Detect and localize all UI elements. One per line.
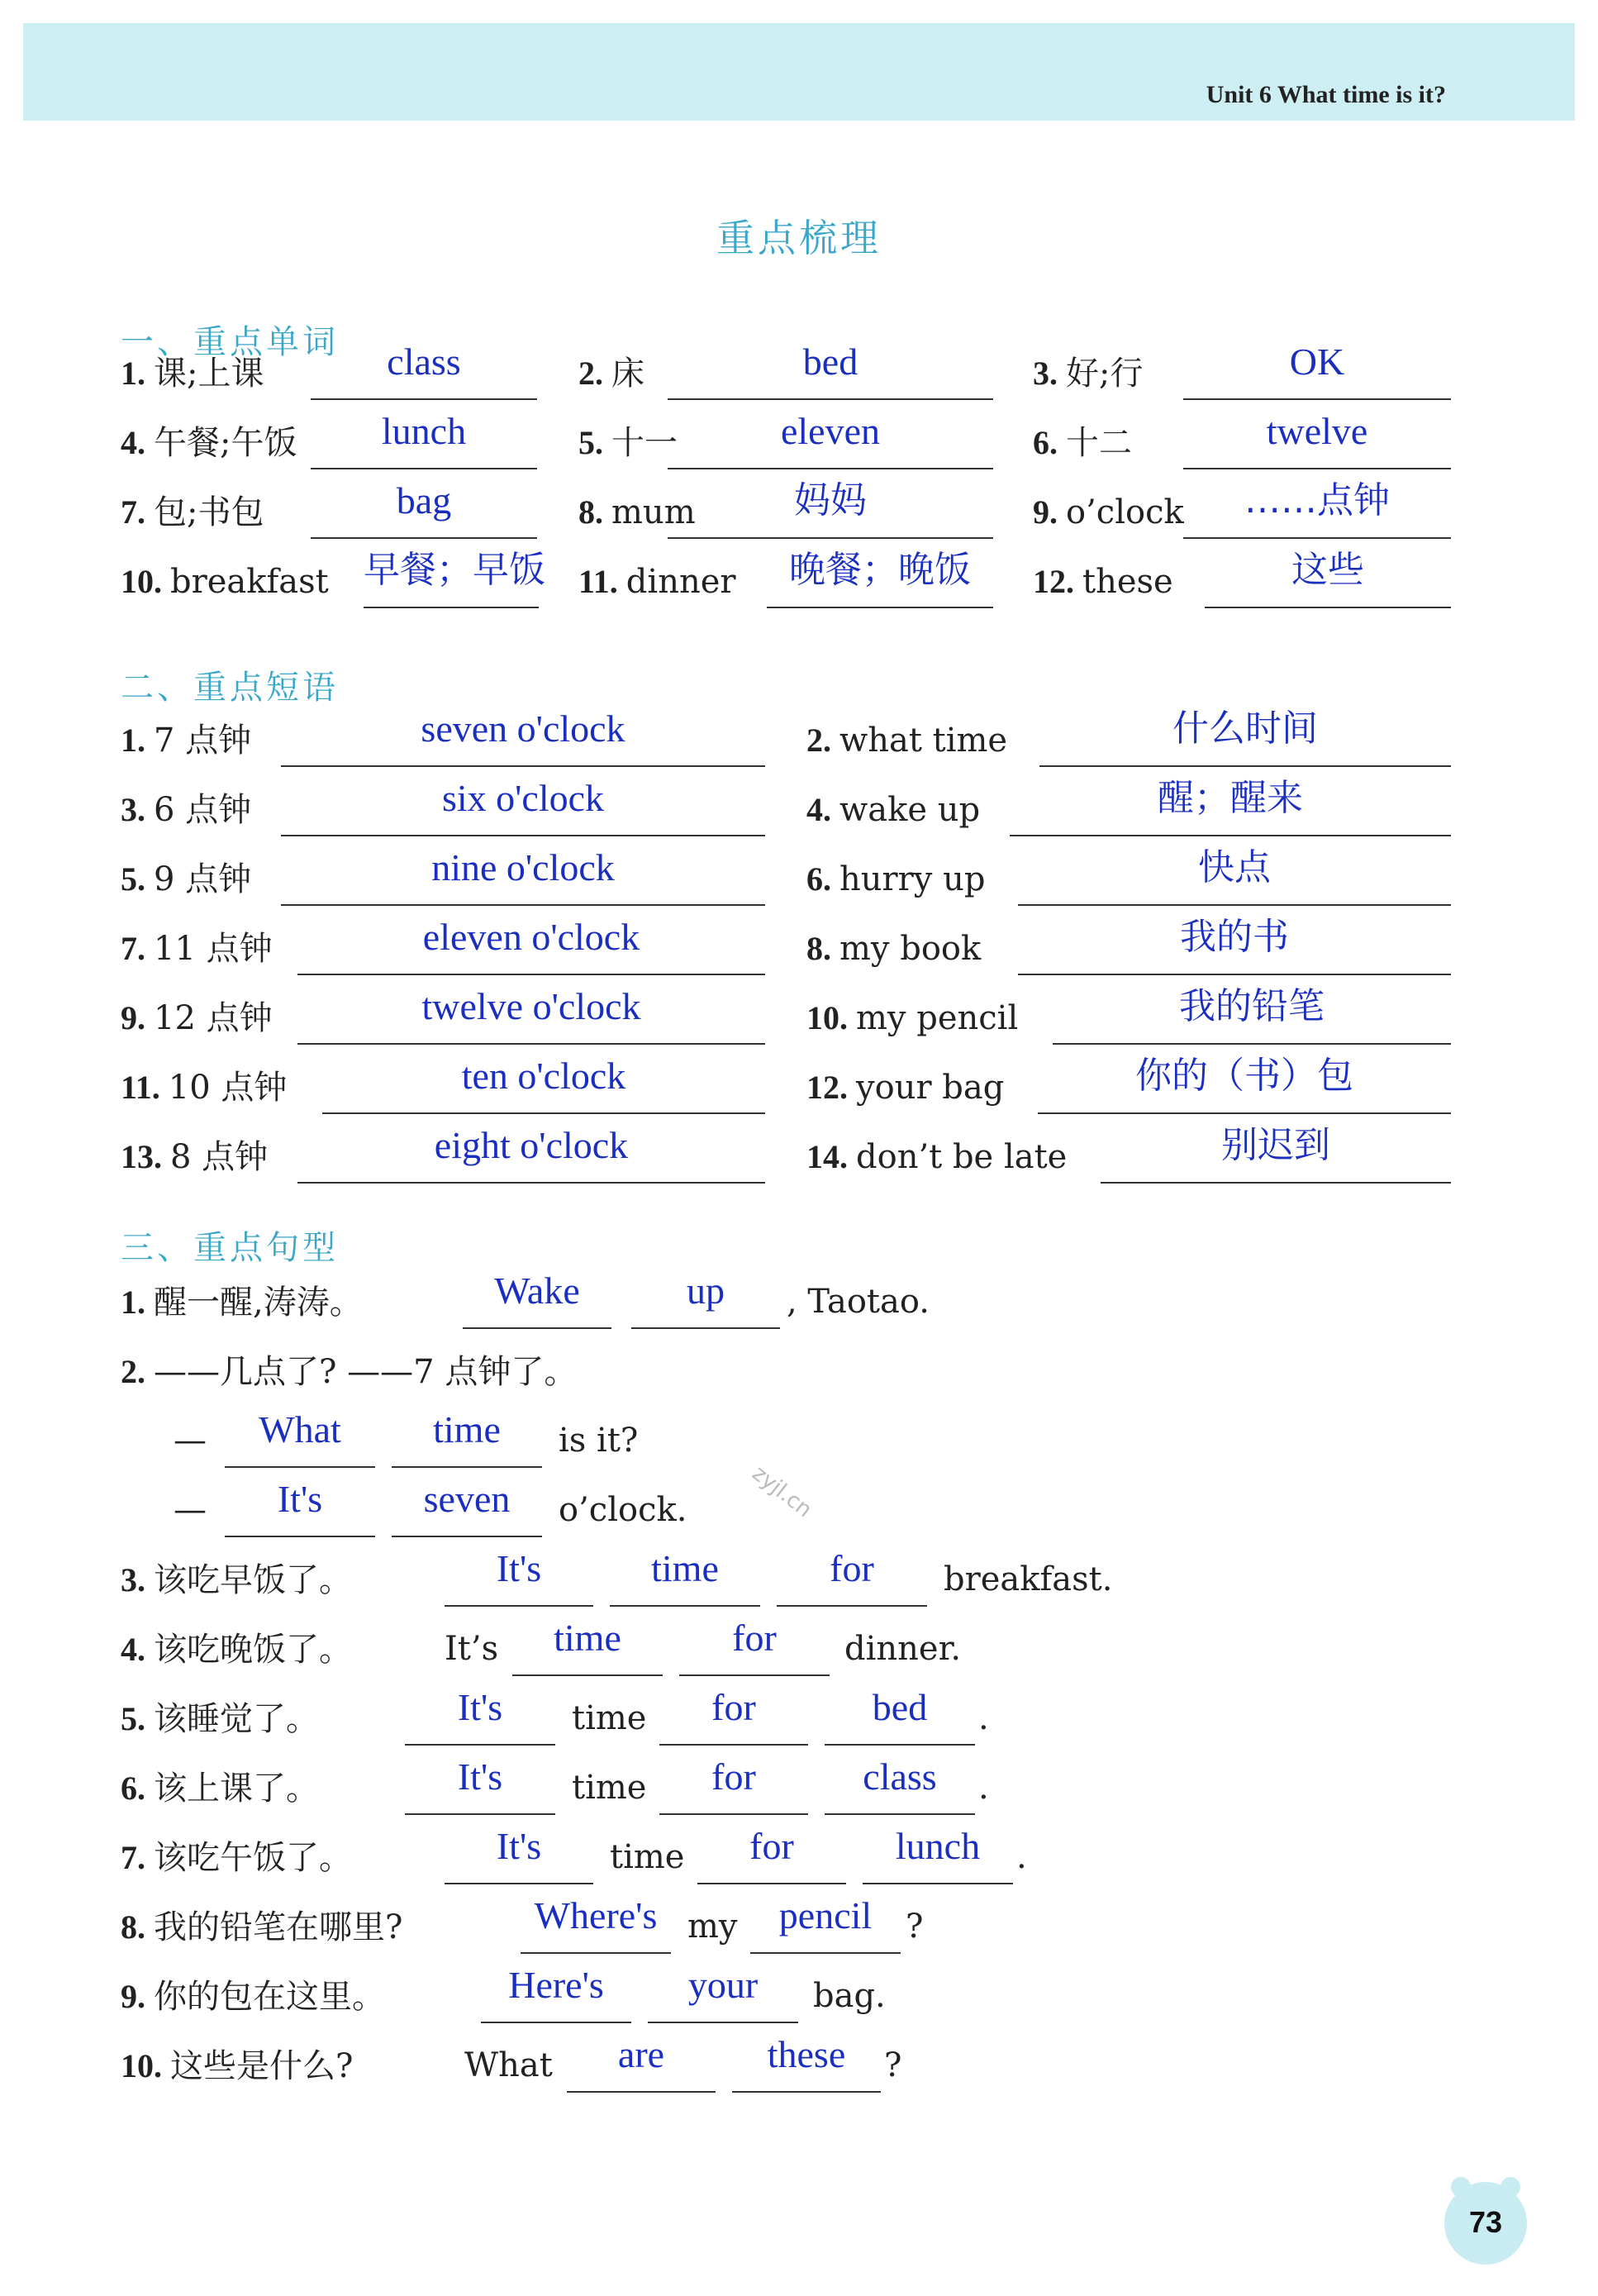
- item-number: 4.: [121, 1631, 145, 1668]
- section-heading-phrases: 二、重点短语: [121, 669, 339, 707]
- answer-blank: [281, 765, 765, 767]
- item-number: 9.: [121, 1978, 145, 2015]
- item-number: 2.: [806, 722, 831, 759]
- answer-blank: [1018, 974, 1451, 975]
- phrase-answer: seven o'clock: [421, 707, 625, 750]
- phrase-item: [806, 1137, 1067, 1177]
- sentence-answer: seven: [423, 1478, 511, 1520]
- sentence-answer: It's: [496, 1825, 542, 1867]
- word-prompt: 好;行: [1066, 355, 1144, 393]
- word-answer: ……点钟: [1244, 479, 1390, 522]
- item-number: 7.: [121, 493, 145, 531]
- sentence-chinese: 该吃早饭了。: [154, 1561, 352, 1599]
- sentence-answer: bed: [872, 1686, 928, 1728]
- answer-blank: [521, 1952, 671, 1954]
- answer-blank: [825, 1813, 975, 1815]
- phrase-prompt: hurry up: [839, 860, 986, 898]
- answer-blank: [1183, 537, 1451, 539]
- phrase-item: [121, 1137, 268, 1177]
- sentence-text: dinner.: [844, 1630, 962, 1668]
- word-answer: bed: [802, 341, 858, 383]
- sentence-answer: your: [687, 1964, 759, 2006]
- phrase-item: [121, 929, 273, 969]
- item-number: 10.: [121, 563, 162, 600]
- sentence-text: ?: [906, 1908, 924, 1946]
- sentence-text: time: [572, 1699, 647, 1737]
- answer-blank: [392, 1536, 542, 1537]
- sentence-prompt: [121, 1630, 352, 1670]
- item-number: 5.: [121, 1700, 145, 1737]
- sentence-prompt: [121, 1908, 402, 1947]
- word-answer: bag: [396, 479, 452, 522]
- word-answer: twelve: [1266, 410, 1368, 452]
- item-number: 10.: [806, 999, 848, 1036]
- phrase-item: [806, 860, 985, 899]
- sentence-answer: these: [767, 2033, 846, 2075]
- sentence-prompt: [121, 1769, 319, 1808]
- sentence-answer: are: [617, 2033, 665, 2075]
- phrase-prompt: my pencil: [856, 999, 1019, 1037]
- answer-blank: [281, 904, 765, 906]
- item-number: 1.: [121, 722, 145, 759]
- phrase-prompt: what time: [839, 722, 1008, 760]
- phrase-prompt: 12 点钟: [154, 999, 273, 1037]
- item-number: 6.: [121, 1770, 145, 1807]
- sentence-answer: for: [711, 1755, 756, 1798]
- sentence-text: .: [978, 1769, 989, 1807]
- word-item: [578, 423, 678, 463]
- answer-blank: [322, 1112, 765, 1114]
- answer-blank: [732, 2091, 881, 2093]
- phrase-answer: six o'clock: [441, 777, 605, 819]
- sentence-text: .: [978, 1699, 989, 1737]
- word-item: [578, 354, 644, 393]
- answer-blank: [1101, 1182, 1451, 1184]
- page-number-badge: [1444, 2182, 1527, 2265]
- word-answer: 晚餐；晚饭: [789, 549, 971, 591]
- answer-blank: [1183, 398, 1451, 400]
- answer-blank: [610, 1605, 760, 1607]
- sentence-answer: It's: [496, 1547, 542, 1589]
- sentence-chinese: 该吃晚饭了。: [154, 1631, 352, 1669]
- phrase-answer: 什么时间: [1172, 707, 1318, 750]
- item-number: 2.: [121, 1353, 145, 1390]
- word-answer: 这些: [1291, 549, 1364, 591]
- sentence-chinese: 我的铅笔在哪里?: [154, 1908, 403, 1946]
- phrase-prompt: 7 点钟: [154, 722, 252, 760]
- sentence-answer: time: [554, 1617, 621, 1659]
- word-answer: OK: [1289, 341, 1345, 383]
- sentence-text: breakfast.: [944, 1560, 1113, 1598]
- phrase-prompt: 9 点钟: [154, 860, 252, 898]
- phrase-item: [806, 1068, 1004, 1108]
- sentence-text: .: [1016, 1838, 1027, 1876]
- item-number: 13.: [121, 1138, 162, 1175]
- sentence-prompt: [121, 1352, 577, 1392]
- sentence-chinese: 该上课了。: [154, 1770, 319, 1808]
- phrase-prompt: 8 点钟: [170, 1138, 269, 1176]
- item-number: 7.: [121, 930, 145, 967]
- phrase-answer: 快点: [1198, 846, 1271, 888]
- phrase-prompt: my book: [839, 930, 982, 968]
- answer-blank: [297, 974, 765, 975]
- phrase-answer: eight o'clock: [434, 1124, 629, 1166]
- word-answer: 早餐；早饭: [364, 549, 545, 591]
- phrase-item: [121, 721, 251, 760]
- page-title: 重点梳理: [716, 216, 882, 260]
- item-number: 5.: [121, 860, 145, 898]
- phrase-item: [806, 929, 981, 969]
- answer-blank: [311, 468, 537, 469]
- answer-blank: [668, 468, 993, 469]
- sentence-chinese: 这些是什么?: [170, 2047, 354, 2085]
- word-prompt: 十一: [611, 424, 678, 462]
- answer-blank: [777, 1605, 927, 1607]
- phrase-answer: 我的铅笔: [1179, 985, 1325, 1027]
- sentence-answer: for: [711, 1686, 756, 1728]
- word-prompt: dinner: [625, 563, 736, 601]
- sentence-answer: It's: [457, 1755, 503, 1798]
- sentence-text: What: [464, 2046, 553, 2084]
- sentence-answer: It's: [277, 1478, 323, 1520]
- section-heading-words: 一、重点单词: [121, 323, 339, 361]
- item-number: 11.: [121, 1069, 160, 1106]
- phrase-answer: nine o'clock: [431, 846, 615, 888]
- sentence-text: is it?: [559, 1422, 639, 1460]
- answer-blank: [567, 2091, 716, 2093]
- answer-blank: [1010, 835, 1451, 836]
- item-number: 3.: [121, 1561, 145, 1598]
- item-number: 14.: [806, 1138, 848, 1175]
- answer-blank: [392, 1466, 542, 1468]
- sentence-chinese: 醒一醒,涛涛。: [154, 1284, 363, 1322]
- answer-blank: [863, 1883, 1013, 1884]
- answer-blank: [445, 1605, 593, 1607]
- sentence-answer: time: [651, 1547, 719, 1589]
- sentence-prompt: [121, 1977, 385, 2017]
- word-answer: class: [387, 341, 461, 383]
- answer-blank: [297, 1182, 765, 1184]
- item-number: 1.: [121, 1284, 145, 1321]
- sentence-prompt: [121, 1560, 352, 1600]
- sentence-chinese: 你的包在这里。: [154, 1978, 385, 2016]
- sentence-chinese: 该吃午饭了。: [154, 1839, 352, 1877]
- answer-blank: [1038, 1112, 1451, 1114]
- item-number: 9.: [1033, 493, 1058, 531]
- phrase-prompt: 10 点钟: [168, 1069, 288, 1107]
- answer-blank: [445, 1883, 593, 1884]
- phrase-answer: ten o'clock: [461, 1055, 626, 1097]
- item-number: 4.: [121, 424, 145, 461]
- sentence-text: my: [687, 1908, 738, 1946]
- answer-blank: [1039, 765, 1451, 767]
- item-number: 3.: [121, 791, 145, 828]
- phrase-item: [121, 790, 251, 830]
- answer-blank: [679, 1674, 830, 1676]
- word-item: [578, 562, 736, 602]
- sentence-answer: Here's: [508, 1964, 604, 2006]
- dash-mark: —: [174, 1422, 207, 1460]
- phrase-answer: 我的书: [1180, 916, 1289, 958]
- answer-blank: [1205, 607, 1451, 608]
- section-heading-sentences: 三、重点句型: [121, 1229, 339, 1267]
- item-number: 9.: [121, 999, 145, 1036]
- answer-blank: [1053, 1043, 1451, 1045]
- word-item: [121, 354, 264, 393]
- answer-blank: [631, 1327, 780, 1329]
- phrase-item: [121, 998, 273, 1038]
- sentence-text: o’clock.: [559, 1491, 687, 1529]
- sentence-answer: What: [259, 1408, 341, 1450]
- answer-blank: [648, 2022, 798, 2023]
- answer-blank: [1018, 904, 1451, 906]
- word-item: [1033, 493, 1184, 532]
- item-number: 10.: [121, 2047, 162, 2084]
- item-number: 2.: [578, 355, 603, 392]
- item-number: 4.: [806, 791, 831, 828]
- dash-mark: —: [174, 1491, 207, 1529]
- answer-blank: [297, 1043, 765, 1045]
- sentence-prompt: [121, 1283, 363, 1322]
- phrase-item: [121, 1068, 287, 1108]
- item-number: 11.: [578, 563, 618, 600]
- phrase-answer: eleven o'clock: [422, 916, 640, 958]
- sentence-text: time: [572, 1769, 647, 1807]
- item-number: 8.: [578, 493, 603, 531]
- sentence-prompt: [121, 1838, 352, 1878]
- sentence-answer: It's: [457, 1686, 503, 1728]
- sentence-chinese: 该睡觉了。: [154, 1700, 319, 1738]
- answer-blank: [405, 1744, 555, 1746]
- answer-blank: [311, 398, 537, 400]
- answer-blank: [405, 1813, 555, 1815]
- sentence-answer: for: [732, 1617, 777, 1659]
- answer-blank: [463, 1327, 611, 1329]
- word-prompt: these: [1082, 563, 1173, 601]
- word-item: [121, 423, 297, 463]
- answer-blank: [225, 1536, 375, 1537]
- answer-blank: [281, 835, 765, 836]
- sentence-text: bag.: [813, 1977, 886, 2015]
- word-prompt: o’clock: [1066, 493, 1184, 531]
- answer-blank: [364, 607, 539, 608]
- item-number: 12.: [1033, 563, 1074, 600]
- phrase-answer: 你的（书）包: [1135, 1055, 1353, 1097]
- phrase-answer: 醒；醒来: [1158, 777, 1303, 819]
- sentence-prompt: [121, 2046, 353, 2086]
- word-answer: lunch: [381, 410, 467, 452]
- sentence-answer: class: [863, 1755, 937, 1798]
- sentence-answer: time: [433, 1408, 501, 1450]
- sentence-answer: for: [830, 1547, 874, 1589]
- item-number: 7.: [121, 1839, 145, 1876]
- phrase-prompt: 6 点钟: [154, 791, 252, 829]
- item-number: 6.: [806, 860, 831, 898]
- item-number: 12.: [806, 1069, 848, 1106]
- sentence-answer: lunch: [895, 1825, 981, 1867]
- answer-blank: [659, 1813, 808, 1815]
- sentence-answer: Where's: [534, 1894, 658, 1936]
- answer-blank: [668, 398, 993, 400]
- answer-blank: [697, 1883, 846, 1884]
- answer-blank: [767, 607, 993, 608]
- sentence-chinese: ——几点了? ——7 点钟了。: [154, 1353, 578, 1391]
- phrase-prompt: your bag: [856, 1069, 1005, 1107]
- word-prompt: 午餐;午饭: [154, 424, 297, 462]
- answer-blank: [750, 1952, 901, 1954]
- page-number: 73: [1468, 2205, 1503, 2239]
- phrase-answer: 别迟到: [1221, 1124, 1330, 1166]
- word-prompt: 床: [611, 355, 644, 393]
- phrase-answer: twelve o'clock: [421, 985, 641, 1027]
- answer-blank: [481, 2022, 631, 2023]
- answer-blank: [512, 1674, 663, 1676]
- item-number: 3.: [1033, 355, 1058, 392]
- answer-blank: [668, 537, 993, 539]
- item-number: 1.: [121, 355, 145, 392]
- word-prompt: mum: [611, 493, 696, 531]
- phrase-item: [806, 721, 1007, 760]
- word-answer: eleven: [780, 410, 881, 452]
- sentence-answer: up: [687, 1269, 725, 1312]
- word-item: [121, 493, 264, 532]
- phrase-prompt: wake up: [839, 791, 981, 829]
- word-prompt: breakfast: [170, 563, 329, 601]
- phrase-prompt: 11 点钟: [154, 930, 273, 968]
- watermark: zyjl.cn: [747, 1460, 817, 1523]
- unit-title: Unit 6 What time is it?: [1206, 81, 1446, 108]
- word-prompt: 十二: [1066, 424, 1132, 462]
- phrase-item: [121, 860, 251, 899]
- sentence-answer: for: [749, 1825, 794, 1867]
- sentence-answer: pencil: [778, 1894, 873, 1936]
- item-number: 6.: [1033, 424, 1058, 461]
- answer-blank: [659, 1744, 808, 1746]
- answer-blank: [225, 1466, 375, 1468]
- item-number: 8.: [121, 1908, 145, 1946]
- word-prompt: 课;上课: [154, 355, 264, 393]
- item-number: 8.: [806, 930, 831, 967]
- sentence-text: ?: [884, 2046, 902, 2084]
- phrase-item: [806, 790, 980, 830]
- word-prompt: 包;书包: [154, 493, 264, 531]
- word-item: [1033, 562, 1173, 602]
- answer-blank: [311, 537, 537, 539]
- word-item: [121, 562, 329, 602]
- answer-blank: [825, 1744, 975, 1746]
- phrase-prompt: don’t be late: [856, 1138, 1068, 1176]
- sentence-text: , Taotao.: [787, 1283, 930, 1321]
- phrase-item: [806, 998, 1018, 1038]
- word-answer: 妈妈: [794, 479, 867, 522]
- sentence-text: It’s: [445, 1630, 499, 1668]
- word-item: [1033, 423, 1132, 463]
- word-item: [1033, 354, 1143, 393]
- item-number: 5.: [578, 424, 603, 461]
- sentence-prompt: [121, 1699, 319, 1739]
- answer-blank: [1183, 468, 1451, 469]
- sentence-answer: Wake: [494, 1269, 580, 1312]
- sentence-text: time: [610, 1838, 685, 1876]
